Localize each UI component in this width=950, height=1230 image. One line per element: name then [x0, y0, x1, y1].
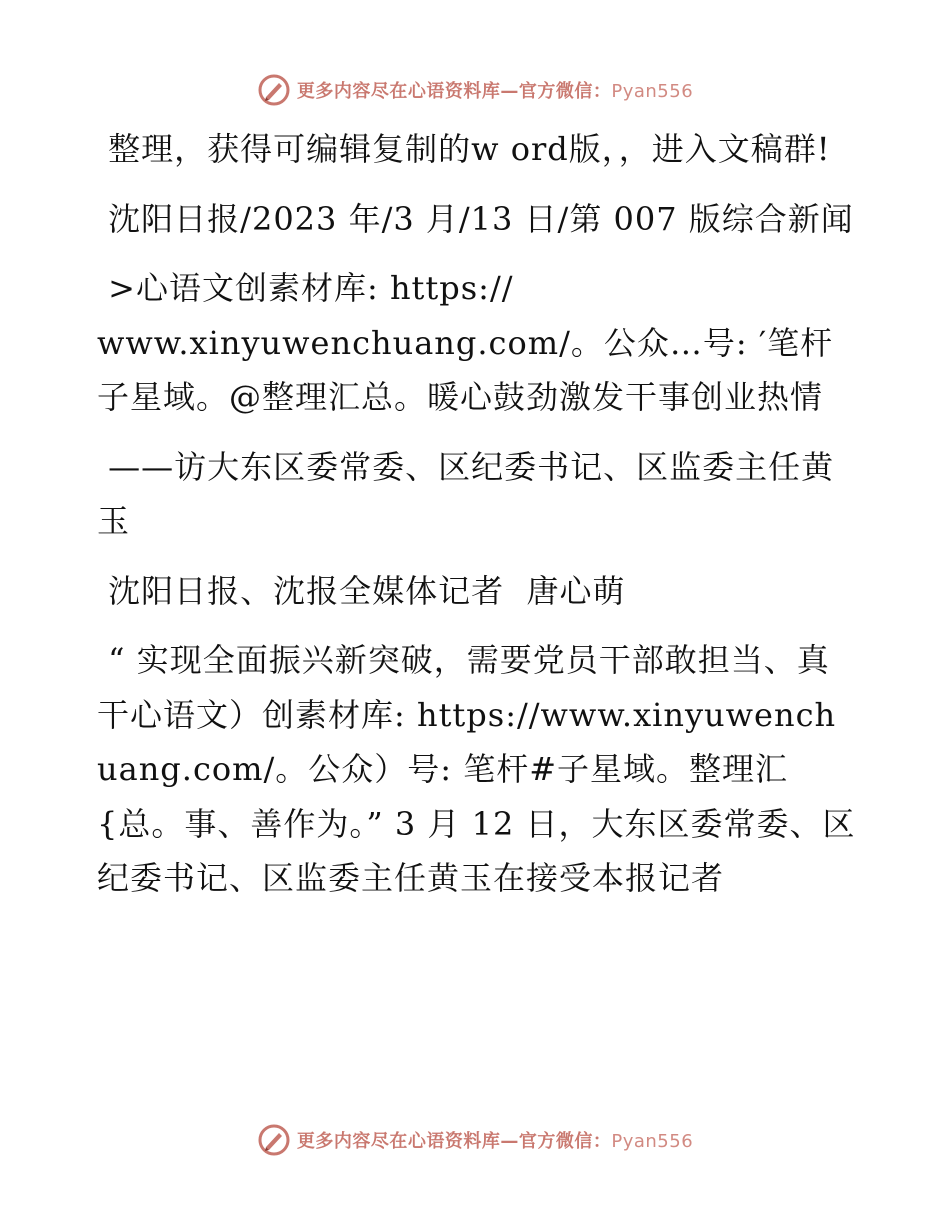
paragraph-material-library: >心语文创素材库: https:// www.xinyuwenchuang.com/。公众…号: ′笔杆子星域。@整理汇总。暖心鼓劲激发干事创业热情	[97, 269, 834, 416]
watermark-handle: Pyan556	[611, 1131, 694, 1152]
paragraph-source: 沈阳日报/2023 年/3 月/13 日/第 007 版综合新闻	[97, 199, 854, 238]
footer-watermark	[0, 1120, 950, 1160]
watermark-handle: Pyan556	[611, 81, 694, 102]
paragraph-subtitle: ——访大东区委常委、区纪委书记、区监委主任黄玉	[97, 447, 835, 540]
paragraph-byline: 沈阳日报、沈报全媒体记者 唐心萌	[97, 571, 626, 610]
watermark-text: 更多内容尽在心语资料库—官方微信：Pyan556	[296, 1131, 694, 1152]
paragraph-body: “ 实现全面振兴新突破，需要党员干部敢担当、真干心语文）创素材库: https://www.xinyuwenchuang.com/。公众）号: 笔杆#子星域。整理汇 {总。事、善作为。” 3 月 12 日，大东区委常委、区纪委书记、区监委主任黄玉在接受本报记者	[97, 641, 856, 897]
document-body	[97, 122, 857, 906]
watermark-text: 更多内容尽在心语资料库—官方微信：Pyan556	[296, 81, 694, 102]
paragraph-intro: 整理，获得可编辑复制的w ord版，，进入文稿群!	[97, 130, 831, 168]
pen-logo-icon	[257, 1123, 291, 1157]
pen-logo-icon	[257, 73, 291, 107]
header-watermark	[0, 70, 950, 110]
